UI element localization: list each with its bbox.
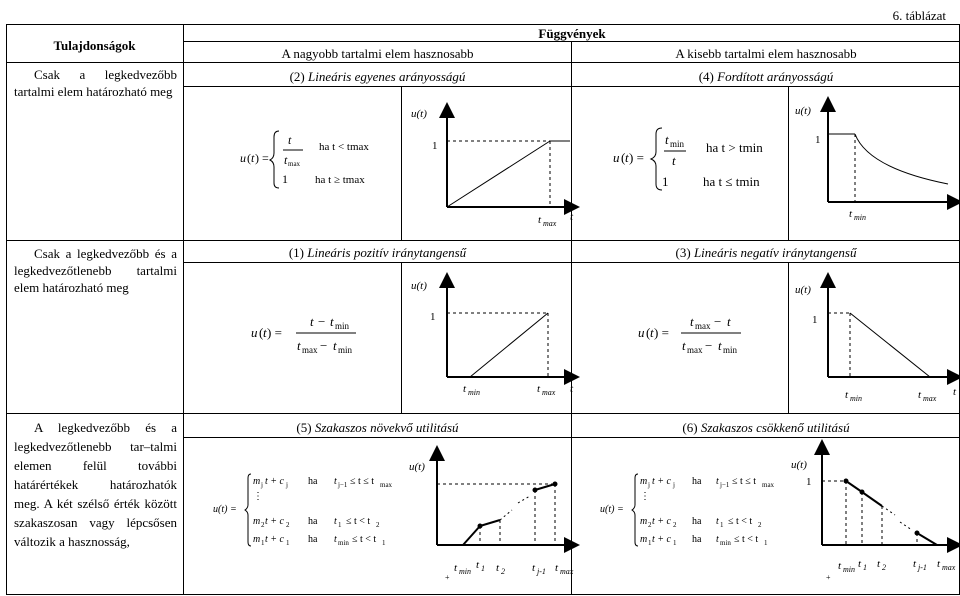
- svg-text:ha: ha: [692, 516, 702, 527]
- svg-text:max: max: [288, 160, 301, 168]
- row3-property: A legkedvezőbb és a legkedvezőtlenebb tar–talmi elemen felül további határértékek határozhatók meg. A két szélső érték között szakaszosan vagy lépcsősen változik a hasznosság,: [14, 420, 177, 549]
- svg-text:min: min: [720, 539, 731, 547]
- svg-text:j-1: j-1: [918, 563, 927, 572]
- svg-text:t: t: [727, 314, 731, 329]
- func6-num: (6): [682, 420, 698, 435]
- svg-text:1: 1: [338, 521, 342, 529]
- svg-text:j-1: j-1: [537, 567, 546, 576]
- svg-text:1: 1: [863, 563, 867, 572]
- graph-func6: [791, 447, 956, 582]
- svg-text:u(t): u(t): [795, 284, 811, 296]
- svg-text:t: t: [845, 389, 849, 401]
- svg-text:(: (: [621, 150, 626, 165]
- svg-text:t: t: [570, 211, 574, 223]
- svg-text:(: (: [259, 325, 264, 340]
- svg-text:m: m: [253, 516, 261, 527]
- svg-text:t: t: [650, 325, 654, 340]
- func3-name: Lineáris negatív iránytangensű: [693, 245, 857, 260]
- svg-text:max: max: [302, 345, 318, 355]
- svg-text:t: t: [532, 562, 536, 574]
- svg-text:j: j: [286, 481, 288, 489]
- svg-text:t: t: [330, 314, 334, 329]
- svg-text:u(t): u(t): [795, 105, 811, 117]
- svg-text:max: max: [560, 567, 574, 576]
- svg-text:j: j: [261, 481, 263, 489]
- svg-text:1: 1: [382, 539, 386, 547]
- graph-func5: [409, 453, 574, 582]
- svg-text:≤ t < t: ≤ t < t: [352, 534, 377, 545]
- row2-property: Csak a legkedvezőbb és a legkedvezőtlenebb tartalmi elem határozható meg: [14, 246, 177, 295]
- svg-text:t: t: [849, 208, 853, 220]
- svg-text:1: 1: [806, 476, 812, 488]
- f4-cond1: ha t > tmin: [706, 140, 763, 155]
- svg-text:≤ t ≤ t: ≤ t ≤ t: [350, 476, 375, 487]
- svg-text:t: t: [496, 562, 500, 574]
- svg-text:m: m: [640, 516, 648, 527]
- svg-text:m: m: [640, 476, 648, 487]
- svg-text:t: t: [334, 534, 337, 545]
- svg-text:t: t: [716, 516, 719, 527]
- row1-property: Csak a legkedvezőbb tartalmi elem határozható meg: [14, 67, 177, 99]
- svg-text:u(t): u(t): [791, 459, 807, 471]
- svg-text:t: t: [263, 325, 267, 340]
- svg-text:max: max: [542, 388, 556, 397]
- svg-text:1: 1: [764, 539, 768, 547]
- svg-text:t: t: [682, 338, 686, 353]
- svg-text:t: t: [838, 560, 842, 572]
- svg-text:1: 1: [430, 311, 436, 323]
- svg-text:t: t: [310, 314, 314, 329]
- svg-text:≤ t < t: ≤ t < t: [728, 516, 753, 527]
- svg-text:t: t: [333, 338, 337, 353]
- svg-text:min: min: [468, 388, 480, 397]
- func3-num: (3): [675, 245, 691, 260]
- svg-text:u(t): u(t): [411, 280, 427, 292]
- svg-text:(: (: [646, 325, 651, 340]
- func2-num: (2): [289, 69, 305, 84]
- svg-text:2: 2: [501, 567, 505, 576]
- svg-text:max: max: [687, 345, 703, 355]
- svg-text:min: min: [670, 139, 685, 149]
- svg-text:j: j: [673, 481, 675, 489]
- svg-text:max: max: [695, 321, 711, 331]
- svg-text:t: t: [953, 196, 957, 208]
- svg-text:t: t: [953, 386, 957, 398]
- svg-text:⋮: ⋮: [253, 491, 263, 502]
- header-col-larger: A nagyobb tartalmi elem hasznosabb: [281, 46, 474, 61]
- svg-text:t: t: [284, 153, 288, 167]
- svg-text:t + c: t + c: [265, 534, 284, 545]
- svg-text:1: 1: [815, 134, 821, 146]
- svg-text:) =: ) =: [629, 150, 644, 165]
- svg-text:min: min: [335, 321, 350, 331]
- svg-text:u: u: [240, 151, 246, 165]
- func5-num: (5): [296, 420, 312, 435]
- svg-text:t: t: [537, 383, 541, 395]
- svg-text:2: 2: [376, 521, 380, 529]
- svg-text:−: −: [320, 338, 328, 353]
- svg-text:(: (: [247, 151, 251, 165]
- svg-text:t + c: t + c: [265, 516, 284, 527]
- table-number: 6. táblázat: [892, 8, 946, 23]
- svg-text:u: u: [638, 325, 645, 340]
- svg-text:−: −: [714, 314, 722, 329]
- svg-text:max: max: [942, 563, 956, 572]
- svg-text:u(t) =: u(t) =: [213, 504, 237, 515]
- svg-text:1: 1: [673, 539, 677, 547]
- func2-name: Lineáris egyenes arányosságú: [307, 69, 466, 84]
- svg-text:t: t: [716, 534, 719, 545]
- header-col-smaller: A kisebb tartalmi elem hasznosabb: [675, 46, 857, 61]
- svg-text:t: t: [334, 476, 337, 487]
- svg-text:u(t): u(t): [411, 108, 427, 120]
- svg-text:t + c: t + c: [265, 476, 284, 487]
- svg-text:) =: ) =: [255, 151, 269, 165]
- svg-text:t: t: [476, 559, 480, 571]
- svg-text:min: min: [850, 394, 862, 403]
- svg-text:t: t: [251, 151, 255, 165]
- svg-text:1: 1: [261, 539, 265, 547]
- svg-text:⋮: ⋮: [640, 491, 650, 502]
- graph-func1: [411, 280, 574, 397]
- svg-text:1: 1: [720, 521, 724, 529]
- f2-cond1: ha t < tmax: [319, 141, 369, 153]
- svg-text:ha: ha: [692, 476, 702, 487]
- svg-text:t + c: t + c: [652, 516, 671, 527]
- svg-text:u: u: [251, 325, 258, 340]
- svg-text:2: 2: [286, 521, 290, 529]
- svg-text:u(t) =: u(t) =: [600, 504, 624, 515]
- func1-name: Lineáris pozitív iránytangensű: [307, 245, 467, 260]
- svg-text:t: t: [555, 562, 559, 574]
- svg-text:t: t: [334, 516, 337, 527]
- graph-func2: [411, 108, 574, 228]
- func4-num: (4): [698, 69, 714, 84]
- header-properties: Tulajdonságok: [53, 38, 136, 53]
- svg-text:t: t: [570, 383, 574, 395]
- svg-text:t: t: [690, 314, 694, 329]
- svg-text:t: t: [918, 389, 922, 401]
- svg-text:t + c: t + c: [652, 476, 671, 487]
- svg-text:+: +: [445, 573, 450, 582]
- svg-text:m: m: [640, 534, 648, 545]
- svg-text:u: u: [613, 150, 620, 165]
- svg-text:+: +: [826, 573, 831, 582]
- svg-text:2: 2: [758, 521, 762, 529]
- svg-text:min: min: [459, 567, 471, 576]
- svg-text:j−1: j−1: [338, 481, 348, 489]
- svg-text:) =: ) =: [267, 325, 282, 340]
- svg-text:u(t): u(t): [409, 461, 425, 473]
- svg-text:2: 2: [648, 521, 652, 529]
- svg-text:t: t: [937, 558, 941, 570]
- func4-name: Fordított arányosságú: [717, 69, 834, 84]
- svg-text:max: max: [380, 481, 393, 489]
- svg-text:2: 2: [673, 521, 677, 529]
- svg-text:t: t: [288, 133, 292, 147]
- svg-text:min: min: [843, 565, 855, 574]
- svg-text:1: 1: [286, 539, 290, 547]
- header-functions: Függvények: [538, 26, 606, 41]
- svg-text:ha: ha: [692, 534, 702, 545]
- svg-text:t: t: [538, 214, 542, 226]
- svg-text:−: −: [318, 314, 326, 329]
- svg-text:≤ t ≤ t: ≤ t ≤ t: [732, 476, 757, 487]
- svg-text:min: min: [723, 345, 738, 355]
- svg-text:m: m: [253, 476, 261, 487]
- svg-text:t: t: [858, 558, 862, 570]
- svg-text:max: max: [543, 219, 557, 228]
- svg-text:1: 1: [662, 174, 669, 189]
- svg-text:1: 1: [282, 172, 288, 186]
- svg-text:t: t: [672, 153, 676, 168]
- svg-text:1: 1: [812, 314, 818, 326]
- svg-text:m: m: [253, 534, 261, 545]
- svg-text:t: t: [625, 150, 629, 165]
- svg-text:t + c: t + c: [652, 534, 671, 545]
- svg-text:min: min: [338, 345, 353, 355]
- svg-text:t: t: [913, 558, 917, 570]
- svg-text:t: t: [877, 558, 881, 570]
- svg-text:t: t: [718, 338, 722, 353]
- svg-text:j: j: [648, 481, 650, 489]
- svg-text:max: max: [923, 394, 937, 403]
- f4-cond2: ha t ≤ tmin: [703, 174, 760, 189]
- svg-text:j−1: j−1: [720, 481, 730, 489]
- svg-text:max: max: [762, 481, 775, 489]
- func6-name: Szakaszos csökkenő utilitású: [700, 420, 850, 435]
- svg-text:t: t: [463, 383, 467, 395]
- svg-text:ha: ha: [308, 516, 318, 527]
- svg-text:min: min: [854, 213, 866, 222]
- svg-text:ha: ha: [308, 476, 318, 487]
- svg-text:t: t: [665, 132, 669, 147]
- func1-num: (1): [288, 245, 305, 260]
- svg-text:t: t: [297, 338, 301, 353]
- svg-text:2: 2: [882, 563, 886, 572]
- svg-text:) =: ) =: [654, 325, 669, 340]
- svg-text:ha: ha: [308, 534, 318, 545]
- svg-text:≤ t < t: ≤ t < t: [734, 534, 759, 545]
- func5-name: Szakaszos növekvő utilitású: [314, 420, 459, 435]
- svg-text:1: 1: [648, 539, 652, 547]
- svg-text:t: t: [454, 562, 458, 574]
- graph-func3: [795, 280, 957, 403]
- svg-text:t: t: [716, 476, 719, 487]
- svg-text:≤ t < t: ≤ t < t: [346, 516, 371, 527]
- svg-text:2: 2: [261, 521, 265, 529]
- svg-text:min: min: [338, 539, 349, 547]
- svg-text:1: 1: [432, 140, 438, 152]
- f2-cond2: ha t ≥ tmax: [315, 174, 365, 186]
- graph-func4: [795, 104, 957, 222]
- svg-text:1: 1: [481, 564, 485, 573]
- svg-text:−: −: [705, 338, 713, 353]
